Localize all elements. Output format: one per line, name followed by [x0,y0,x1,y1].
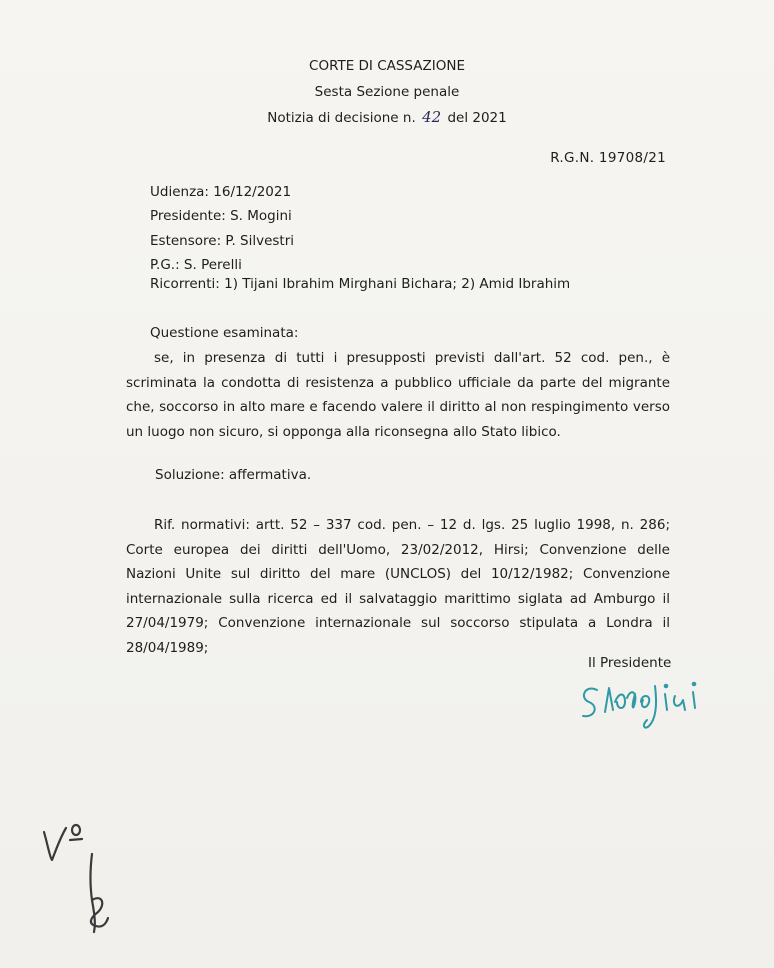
signature-drawing [575,672,715,732]
rgn-number: R.G.N. 19708/21 [550,150,666,166]
prosecutor: P.G.: S. Perelli [150,257,242,273]
references-paragraph: Rif. normativi: artt. 52 – 337 cod. pen. – 12 d. lgs. 25 luglio 1998, n. 286; Corte europea dei diritti dell'Uomo, 23/02/2012, Hirsi; Convenzione delle Nazioni Unite sul diritto del mare (UNCLOS) del 10/12/1982; Convenzione internazionale sulla ricerca ed il salvataggio marittimo siglata ad Amburgo il 27/04/1979; Convenzione internazionale sul soccorso stipulata a Londra il 28/04/1989; [126,517,670,656]
notice-suffix: del 2021 [447,110,507,126]
court-section: Sesta Sezione penale [314,84,460,100]
rapporteur: Estensore: P. Silvestri [150,233,295,249]
normative-references [126,513,670,660]
president-signature [575,672,715,736]
solution: Soluzione: affermativa. [155,467,312,483]
notice-number: 42 [422,108,442,126]
hearing-date: Udienza: 16/12/2021 [150,184,292,200]
president-signature-label: Il Presidente [588,655,672,671]
margin-initials [40,820,120,944]
margin-handwriting [40,820,120,940]
decision-notice [0,108,774,126]
court-name: CORTE DI CASSAZIONE [309,58,465,74]
question-paragraph: se, in presenza di tutti i presupposti previsti dall'art. 52 cod. pen., è scriminata la condotta di resistenza a pubblico ufficiale da parte del migrante che, soccorso in alto mare e facendo valere il diritto al non respingimento verso un luogo non sicuro, si opponga alla riconsegna allo Stato libico. [126,350,670,440]
appellants: Ricorrenti: 1) Tijani Ibrahim Mirghani Bichara; 2) Amid Ibrahim [150,276,571,292]
question-title: Questione esaminata: [150,325,299,341]
notice-prefix: Notizia di decisione n. [267,110,416,126]
question-text [126,346,670,444]
president: Presidente: S. Mogini [150,208,292,224]
